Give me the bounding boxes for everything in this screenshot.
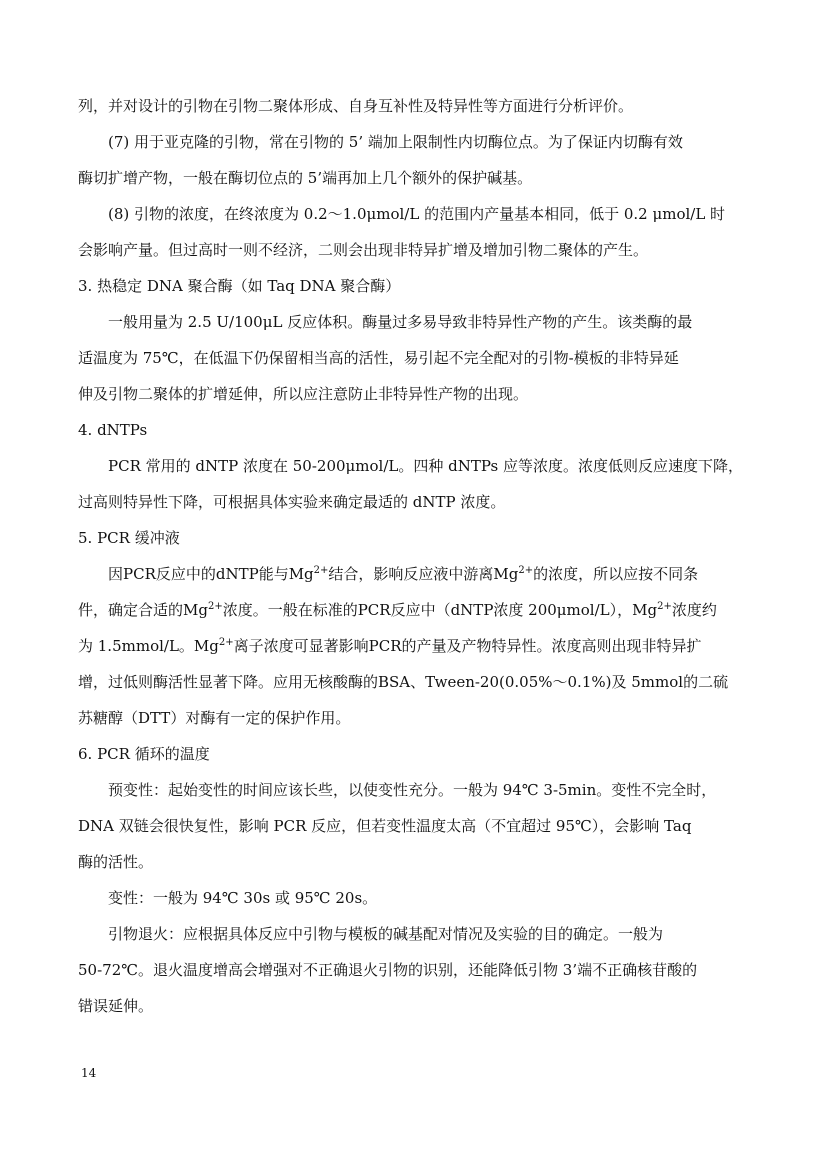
- paragraph-line: 酶切扩增产物，一般在酶切位点的 5’端再加上几个额外的保护碱基。: [78, 169, 533, 187]
- paragraph-line: 伸及引物二聚体的扩增延伸，所以应注意防止非特异性产物的出现。: [78, 385, 529, 403]
- text-segment: 为 1.5mmol/L。Mg: [78, 637, 219, 655]
- text-segment: 件，确定合适的Mg: [78, 601, 208, 619]
- paragraph-line: PCR 常用的 dNTP 浓度在 50-200μmol/L。四种 dNTPs 应等浓度。浓度低则反应速度下降，: [108, 457, 744, 475]
- section-heading: 5. PCR 缓冲液: [78, 529, 180, 547]
- paragraph-line: (7) 用于亚克隆的引物，常在引物的 5’ 端加上限制性内切酶位点。为了保证内切酶有效: [108, 133, 683, 151]
- section-heading: 4. dNTPs: [78, 421, 148, 439]
- superscript: 2+: [218, 637, 234, 648]
- text-segment: 结合，影响反应液中游离Mg: [328, 565, 519, 583]
- text-segment: 浓度约: [671, 601, 717, 619]
- paragraph-line: [78, 592, 746, 628]
- paragraph-line: 酶的活性。: [78, 853, 154, 871]
- paragraph-line: 50-72℃。退火温度增高会增强对不正确退火引物的识别，还能降低引物 3’端不正确核苷酸的: [78, 961, 698, 979]
- paragraph-line: [78, 556, 746, 592]
- text-segment: 浓度。一般在标准的PCR反应中（dNTP浓度 200μmol/L），Mg: [222, 601, 658, 619]
- text-segment: 离子浓度可显著影响PCR的产量及产物特异性。浓度高则出现非特异扩: [233, 637, 702, 655]
- paragraph-line: 列，并对设计的引物在引物二聚体形成、自身互补性及特异性等方面进行分析评价。: [78, 97, 634, 115]
- paragraph-line: 一般用量为 2.5 U/100μL 反应体积。酶量过多易导致非特异性产物的产生。该类酶的最: [108, 313, 693, 331]
- paragraph-line: 引物退火：应根据具体反应中引物与模板的碱基配对情况及实验的目的确定。一般为: [108, 925, 664, 943]
- superscript: 2+: [207, 601, 223, 612]
- paragraph-line: 会影响产量。但过高时一则不经济，二则会出现非特异扩增及增加引物二聚体的产生。: [78, 241, 649, 259]
- paragraph-line: (8) 引物的浓度，在终浓度为 0.2～1.0μmol/L 的范围内产量基本相同，低于 0.2 μmol/L 时: [108, 205, 726, 223]
- paragraph-line: 苏糖醇（DTT）对酶有一定的保护作用。: [78, 709, 351, 727]
- text-segment: 因PCR反应中的dNTP能与Mg: [108, 565, 314, 583]
- paragraph-line: 增，过低则酶活性显著下降。应用无核酸酶的BSA、Tween-20(0.05%～0.1%)及 5mmol的二硫: [78, 673, 729, 691]
- page-number: 14: [81, 1066, 97, 1080]
- section-heading: 3. 热稳定 DNA 聚合酶（如 Taq DNA 聚合酶）: [78, 277, 401, 295]
- superscript: 2+: [313, 565, 329, 576]
- superscript: 2+: [657, 601, 672, 612]
- paragraph-line: 预变性：起始变性的时间应该长些，以使变性充分。一般为 94℃ 3-5min。变性不完全时，: [108, 781, 717, 799]
- paragraph-line: 过高则特异性下降，可根据具体实验来确定最适的 dNTP 浓度。: [78, 493, 506, 511]
- superscript: 2+: [518, 565, 534, 576]
- paragraph-line: 适温度为 75℃，在低温下仍保留相当高的活性，易引起不完全配对的引物-模板的非特异延: [78, 349, 679, 367]
- paragraph-line: [78, 628, 746, 664]
- paragraph-line: DNA 双链会很快复性，影响 PCR 反应，但若变性温度太高（不宜超过 95℃），会影响 Taq: [78, 817, 692, 835]
- paragraph-line: 变性：一般为 94℃ 30s 或 95℃ 20s。: [108, 889, 378, 907]
- text-segment: 的浓度，所以应按不同条: [533, 565, 699, 583]
- section-heading: 6. PCR 循环的温度: [78, 745, 210, 763]
- paragraph-line: 错误延伸。: [78, 997, 154, 1015]
